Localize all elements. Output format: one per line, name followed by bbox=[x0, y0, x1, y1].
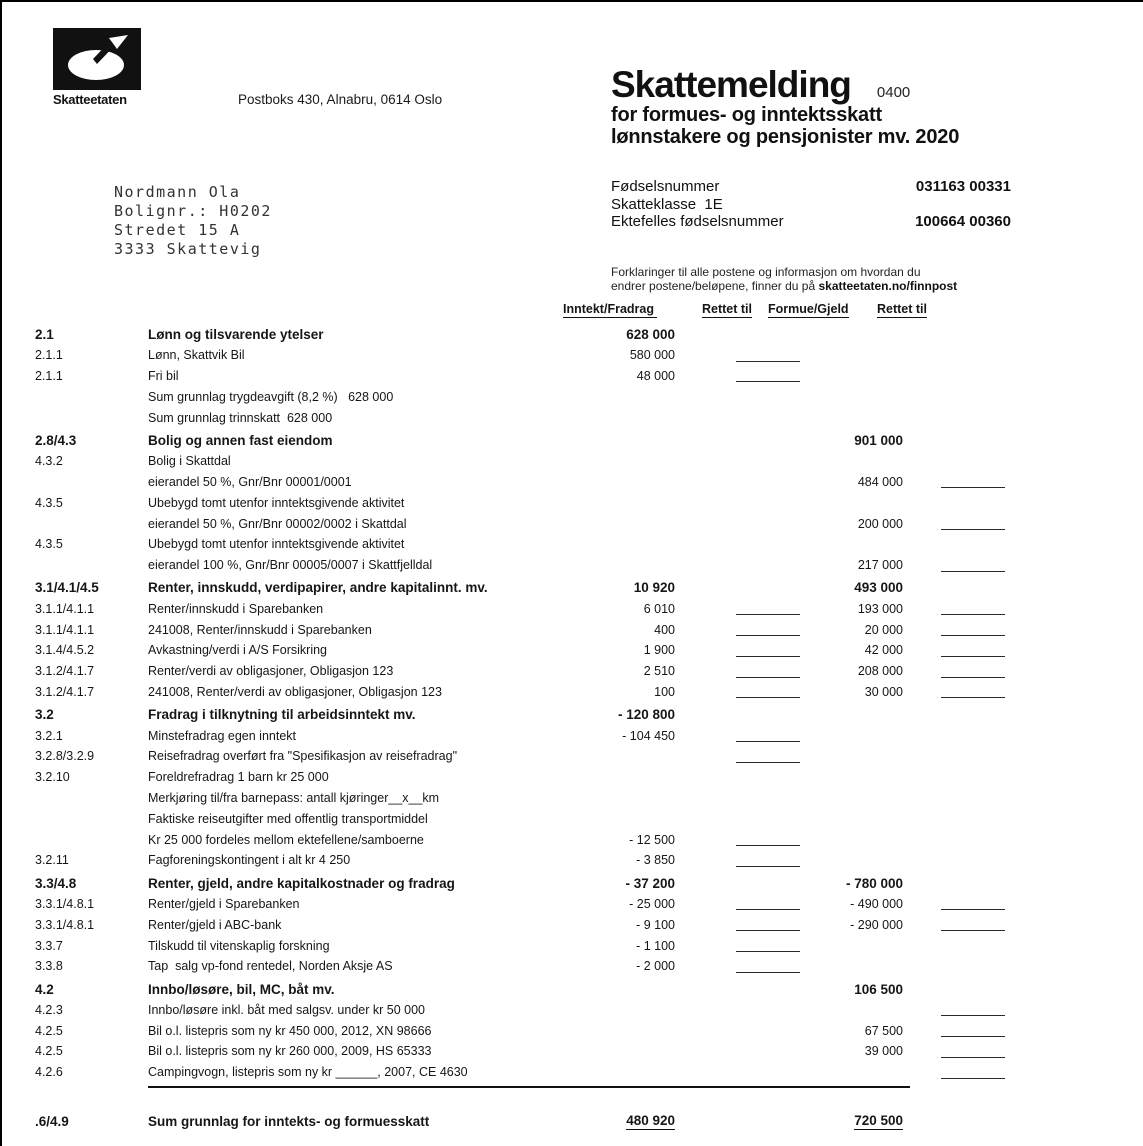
income-corrected-line bbox=[736, 349, 800, 362]
wealth-value: 493 000 bbox=[854, 580, 903, 596]
income-corrected-line bbox=[736, 939, 800, 952]
table-row bbox=[35, 914, 1005, 935]
wealth-corrected-field bbox=[903, 644, 1005, 657]
wealth-corrected-field bbox=[903, 685, 1005, 698]
wealth-value: - 490 000 bbox=[850, 896, 903, 911]
income-corrected-line bbox=[736, 369, 800, 382]
table-column-headers bbox=[0, 302, 1143, 320]
column-header-corrected-income: Rettet til bbox=[702, 302, 752, 316]
form-title-block bbox=[611, 66, 1091, 148]
table-row bbox=[35, 935, 1005, 956]
income-corrected-field bbox=[675, 665, 800, 678]
income-corrected-line bbox=[736, 644, 800, 657]
tax-items-table bbox=[35, 322, 1005, 1083]
wealth-corrected-field bbox=[903, 623, 1005, 636]
row-code: 4.2.6 bbox=[35, 1065, 63, 1080]
national-id-label: Fødselsnummer bbox=[611, 178, 720, 195]
table-row bbox=[35, 894, 1005, 915]
income-corrected-field bbox=[675, 939, 800, 952]
row-label: Renter/gjeld i ABC-bank bbox=[148, 917, 282, 932]
table-row bbox=[35, 407, 1005, 428]
row-label: Innbo/løsøre, bil, MC, båt mv. bbox=[148, 981, 335, 997]
income-value: 400 bbox=[654, 622, 675, 637]
table-row bbox=[35, 534, 1005, 555]
table-row bbox=[35, 578, 1005, 599]
table-bottom-rule bbox=[148, 1086, 910, 1088]
table-row bbox=[35, 472, 1005, 493]
row-label: Bolig i Skattdal bbox=[148, 454, 231, 469]
recipient-name: Nordmann Ola bbox=[114, 183, 241, 201]
wealth-corrected-field bbox=[903, 1003, 1005, 1016]
income-corrected-field bbox=[675, 960, 800, 973]
table-row bbox=[35, 704, 1005, 725]
row-code: 3.1.4/4.5.2 bbox=[35, 643, 95, 658]
table-row bbox=[35, 451, 1005, 472]
row-label: Ubebygd tomt utenfor inntektsgivende aktivitet bbox=[148, 495, 405, 510]
national-id-value: 031163 00331 bbox=[915, 178, 1011, 195]
wealth-corrected-field bbox=[903, 1024, 1005, 1037]
income-corrected-field bbox=[675, 349, 800, 362]
income-corrected-line bbox=[736, 623, 800, 636]
row-code: 4.2.5 bbox=[35, 1023, 63, 1038]
table-row bbox=[35, 1041, 1005, 1062]
income-corrected-line bbox=[736, 833, 800, 846]
income-value: 628 000 bbox=[626, 326, 675, 342]
summary-income-value: 480 920 bbox=[626, 1112, 675, 1128]
row-code: 3.1.2/4.1.7 bbox=[35, 684, 95, 699]
income-value: 1 900 bbox=[643, 643, 675, 658]
row-code: 3.3.1/4.8.1 bbox=[35, 896, 95, 911]
income-corrected-line bbox=[736, 854, 800, 867]
row-code: 3.1.1/4.1.1 bbox=[35, 601, 95, 616]
row-code: 3.3/4.8 bbox=[35, 875, 77, 891]
row-code: 3.2.10 bbox=[35, 770, 70, 785]
skatteetaten-logo-icon bbox=[53, 28, 141, 90]
income-value: 10 920 bbox=[633, 580, 675, 596]
table-row bbox=[35, 725, 1005, 746]
wealth-value: 30 000 bbox=[864, 684, 903, 699]
wealth-corrected-line bbox=[941, 559, 1005, 572]
identity-block bbox=[611, 178, 1011, 231]
wealth-corrected-line bbox=[941, 1045, 1005, 1058]
spouse-id-value: 100664 00360 bbox=[915, 213, 1011, 230]
table-row bbox=[35, 366, 1005, 387]
wealth-corrected-line bbox=[941, 918, 1005, 931]
row-code: 3.2.11 bbox=[35, 853, 69, 868]
income-corrected-field bbox=[675, 854, 800, 867]
national-id-row bbox=[611, 178, 1011, 196]
row-code: 4.3.5 bbox=[35, 537, 63, 552]
table-row bbox=[35, 1000, 1005, 1021]
row-code: 2.1.1 bbox=[35, 368, 63, 383]
sender-address: Postboks 430, Alnabru, 0614 Oslo bbox=[238, 92, 443, 107]
income-corrected-field bbox=[675, 623, 800, 636]
wealth-value: 901 000 bbox=[854, 432, 903, 448]
wealth-corrected-line bbox=[941, 1003, 1005, 1016]
column-header-corrected-wealth: Rettet til bbox=[877, 302, 927, 316]
row-label: Renter/innskudd i Sparebanken bbox=[148, 601, 324, 616]
row-label: Fri bil bbox=[148, 368, 179, 383]
income-corrected-field bbox=[675, 729, 800, 742]
row-code: 4.2.3 bbox=[35, 1002, 63, 1017]
row-code: 2.8/4.3 bbox=[35, 432, 77, 448]
table-row bbox=[35, 873, 1005, 894]
form-subtitle-1: for formues- og inntektsskatt bbox=[611, 104, 882, 126]
agency-logo-block bbox=[53, 28, 173, 107]
income-value: 48 000 bbox=[636, 368, 675, 383]
row-label: eierandel 50 %, Gnr/Bnr 00002/0002 i Skattdal bbox=[148, 516, 407, 531]
table-row bbox=[35, 850, 1005, 871]
row-label: Renter/gjeld i Sparebanken bbox=[148, 896, 300, 911]
row-code: 3.1.2/4.1.7 bbox=[35, 664, 95, 679]
table-row bbox=[35, 1062, 1005, 1083]
table-row bbox=[35, 430, 1005, 451]
summary-wealth-value: 720 500 bbox=[854, 1112, 903, 1128]
wealth-corrected-field bbox=[903, 665, 1005, 678]
table-row bbox=[35, 640, 1005, 661]
recipient-address-block bbox=[114, 183, 272, 259]
row-label: Tap salg vp-fond rentedel, Norden Aksje AS bbox=[148, 959, 393, 974]
income-value: - 12 500 bbox=[629, 832, 675, 847]
row-label: Avkastning/verdi i A/S Forsikring bbox=[148, 643, 328, 658]
income-value: - 104 450 bbox=[622, 728, 675, 743]
wealth-corrected-line bbox=[941, 1066, 1005, 1079]
wealth-value: 484 000 bbox=[857, 474, 903, 489]
table-row bbox=[35, 598, 1005, 619]
row-label: Fradrag i tilknytning til arbeidsinntekt mv. bbox=[148, 707, 416, 723]
table-row bbox=[35, 1020, 1005, 1041]
column-header-income: Inntekt/Fradrag bbox=[563, 302, 658, 316]
income-value: 100 bbox=[654, 684, 675, 699]
row-label: Reisefradrag overført fra "Spesifikasjon av reisefradrag" bbox=[148, 749, 458, 764]
row-label: Tilskudd til vitenskaplig forskning bbox=[148, 938, 330, 953]
table-row bbox=[35, 513, 1005, 534]
table-row bbox=[35, 829, 1005, 850]
form-subtitle-2: lønnstakere og pensjonister mv. 2020 bbox=[611, 126, 960, 148]
table-row bbox=[35, 661, 1005, 682]
wealth-corrected-field bbox=[903, 475, 1005, 488]
income-corrected-line bbox=[736, 897, 800, 910]
wealth-corrected-field bbox=[903, 1066, 1005, 1079]
row-code: 3.1/4.1/4.5 bbox=[35, 580, 99, 596]
summary-code: .6/4.9 bbox=[35, 1113, 69, 1129]
income-corrected-line bbox=[736, 665, 800, 678]
row-label: Renter, gjeld, andre kapitalkostnader og fradrag bbox=[148, 875, 455, 891]
column-header-wealth: Formue/Gjeld bbox=[768, 302, 849, 316]
tax-class-label: Skatteklasse 1E bbox=[611, 195, 723, 213]
table-row bbox=[35, 386, 1005, 407]
row-code: 4.3.5 bbox=[35, 495, 63, 510]
row-label: Faktiske reiseutgifter med offentlig transportmiddel bbox=[148, 811, 428, 826]
row-label: Renter, innskudd, verdipapirer, andre kapitalinnt. mv. bbox=[148, 580, 488, 596]
income-value: 6 010 bbox=[643, 601, 675, 616]
info-note-line1: Forklaringer til alle postene og informasjon om hvordan du bbox=[611, 265, 921, 279]
income-value: - 120 800 bbox=[617, 707, 675, 723]
row-code: 4.3.2 bbox=[35, 454, 63, 469]
row-label: Lønn, Skattvik Bil bbox=[148, 348, 245, 363]
income-corrected-field bbox=[675, 644, 800, 657]
row-code: 3.2.1 bbox=[35, 728, 63, 743]
row-label: Kr 25 000 fordeles mellom ektefellene/samboerne bbox=[148, 832, 424, 847]
wealth-value: 217 000 bbox=[857, 558, 903, 573]
row-code: 4.2 bbox=[35, 981, 54, 997]
row-label: Campingvogn, listepris som ny kr ______, 2007, CE 4630 bbox=[148, 1065, 468, 1080]
recipient-street: Stredet 15 A bbox=[114, 221, 241, 239]
income-value: - 1 100 bbox=[636, 938, 675, 953]
form-title: Skattemelding bbox=[611, 64, 851, 105]
table-row bbox=[35, 767, 1005, 788]
row-label: 241008, Renter/innskudd i Sparebanken bbox=[148, 622, 372, 637]
income-corrected-line bbox=[736, 729, 800, 742]
row-label: eierandel 100 %, Gnr/Bnr 00005/0007 i Skattfjelldal bbox=[148, 558, 433, 573]
wealth-corrected-line bbox=[941, 623, 1005, 636]
row-label: Foreldrefradrag 1 barn kr 25 000 bbox=[148, 770, 329, 785]
table-row bbox=[35, 619, 1005, 640]
row-label: Merkjøring til/fra barnepass: antall kjøringer__x__km bbox=[148, 790, 440, 805]
row-code: 3.1.1/4.1.1 bbox=[35, 622, 95, 637]
wealth-corrected-field bbox=[903, 517, 1005, 530]
wealth-value: - 780 000 bbox=[845, 875, 903, 891]
row-code: 3.2 bbox=[35, 707, 54, 723]
income-corrected-line bbox=[736, 685, 800, 698]
row-label: Bil o.l. listepris som ny kr 450 000, 2012, XN 98666 bbox=[148, 1023, 432, 1038]
row-label: Sum grunnlag trinnskatt 628 000 bbox=[148, 410, 333, 425]
spouse-id-row bbox=[611, 213, 1011, 231]
income-corrected-line bbox=[736, 960, 800, 973]
form-code: 0400 bbox=[876, 84, 911, 101]
income-value: - 25 000 bbox=[629, 896, 675, 911]
recipient-city: 3333 Skattevig bbox=[114, 240, 262, 258]
income-corrected-field bbox=[675, 685, 800, 698]
row-code: 3.3.8 bbox=[35, 959, 63, 974]
row-label: Renter/verdi av obligasjoner, Obligasjon 123 bbox=[148, 664, 394, 679]
income-corrected-field bbox=[675, 897, 800, 910]
wealth-corrected-line bbox=[941, 644, 1005, 657]
wealth-corrected-field bbox=[903, 602, 1005, 615]
table-row bbox=[35, 979, 1005, 1000]
recipient-unit: Bolignr.: H0202 bbox=[114, 202, 272, 220]
info-note-link-text: skatteetaten.no/finnpost bbox=[818, 278, 958, 293]
info-note-line2: endrer postene/beløpene, finner du på skatteetaten.no/finnpost bbox=[611, 278, 958, 293]
wealth-value: 193 000 bbox=[857, 601, 903, 616]
row-code: 3.3.1/4.8.1 bbox=[35, 917, 95, 932]
income-corrected-field bbox=[675, 602, 800, 615]
income-corrected-line bbox=[736, 750, 800, 763]
row-label: 241008, Renter/verdi av obligasjoner, Obligasjon 123 bbox=[148, 684, 442, 699]
income-value: - 3 850 bbox=[636, 853, 675, 868]
income-corrected-line bbox=[736, 918, 800, 931]
agency-logo-text: Skatteetaten bbox=[53, 92, 127, 107]
table-row bbox=[35, 324, 1005, 345]
wealth-value: 200 000 bbox=[857, 516, 903, 531]
wealth-corrected-field bbox=[903, 1045, 1005, 1058]
summary-row bbox=[35, 1110, 1005, 1132]
wealth-corrected-field bbox=[903, 918, 1005, 931]
row-label: Lønn og tilsvarende ytelser bbox=[148, 326, 324, 342]
wealth-value: - 290 000 bbox=[850, 917, 903, 932]
wealth-value: 39 000 bbox=[864, 1044, 903, 1059]
table-row bbox=[35, 956, 1005, 977]
row-label: eierandel 50 %, Gnr/Bnr 00001/0001 bbox=[148, 474, 352, 489]
wealth-corrected-line bbox=[941, 475, 1005, 488]
income-value: - 2 000 bbox=[636, 959, 675, 974]
wealth-value: 20 000 bbox=[864, 622, 903, 637]
income-corrected-line bbox=[736, 602, 800, 615]
wealth-value: 106 500 bbox=[854, 981, 903, 997]
row-code: 2.1 bbox=[35, 326, 54, 342]
summary-label: Sum grunnlag for inntekts- og formuesskatt bbox=[148, 1113, 430, 1129]
row-label: Innbo/løsøre inkl. båt med salgsv. under kr 50 000 bbox=[148, 1002, 425, 1017]
table-row bbox=[35, 808, 1005, 829]
income-corrected-field bbox=[675, 369, 800, 382]
row-label: Ubebygd tomt utenfor inntektsgivende aktivitet bbox=[148, 537, 405, 552]
wealth-corrected-line bbox=[941, 897, 1005, 910]
wealth-corrected-line bbox=[941, 1024, 1005, 1037]
income-value: 2 510 bbox=[643, 664, 675, 679]
wealth-value: 42 000 bbox=[864, 643, 903, 658]
income-value: 580 000 bbox=[629, 348, 675, 363]
row-label: Fagforeningskontingent i alt kr 4 250 bbox=[148, 853, 351, 868]
income-corrected-field bbox=[675, 833, 800, 846]
row-label: Bil o.l. listepris som ny kr 260 000, 2009, HS 65333 bbox=[148, 1044, 432, 1059]
wealth-corrected-line bbox=[941, 517, 1005, 530]
income-value: - 9 100 bbox=[636, 917, 675, 932]
info-note bbox=[611, 266, 1061, 293]
wealth-value: 208 000 bbox=[857, 664, 903, 679]
row-label: Bolig og annen fast eiendom bbox=[148, 432, 333, 448]
wealth-value: 67 500 bbox=[864, 1023, 903, 1038]
wealth-corrected-line bbox=[941, 665, 1005, 678]
wealth-corrected-field bbox=[903, 559, 1005, 572]
row-label: Sum grunnlag trygdeavgift (8,2 %) 628 000 bbox=[148, 389, 394, 404]
wealth-corrected-line bbox=[941, 685, 1005, 698]
table-row bbox=[35, 746, 1005, 767]
row-code: 2.1.1 bbox=[35, 348, 63, 363]
row-code: 3.2.8/3.2.9 bbox=[35, 749, 95, 764]
table-row bbox=[35, 555, 1005, 576]
income-value: - 37 200 bbox=[625, 875, 675, 891]
income-corrected-field bbox=[675, 918, 800, 931]
wealth-corrected-line bbox=[941, 602, 1005, 615]
spouse-id-label: Ektefelles fødselsnummer bbox=[611, 213, 784, 230]
table-row bbox=[35, 492, 1005, 513]
table-row bbox=[35, 682, 1005, 703]
table-row bbox=[35, 345, 1005, 366]
row-label: Minstefradrag egen inntekt bbox=[148, 728, 297, 743]
row-code: 3.3.7 bbox=[35, 938, 63, 953]
page-border-top bbox=[0, 0, 1143, 2]
table-row bbox=[35, 788, 1005, 809]
page-border-left bbox=[0, 0, 2, 1146]
row-code: 4.2.5 bbox=[35, 1044, 63, 1059]
income-corrected-field bbox=[675, 750, 800, 763]
wealth-corrected-field bbox=[903, 897, 1005, 910]
tax-class-row bbox=[611, 196, 1011, 214]
